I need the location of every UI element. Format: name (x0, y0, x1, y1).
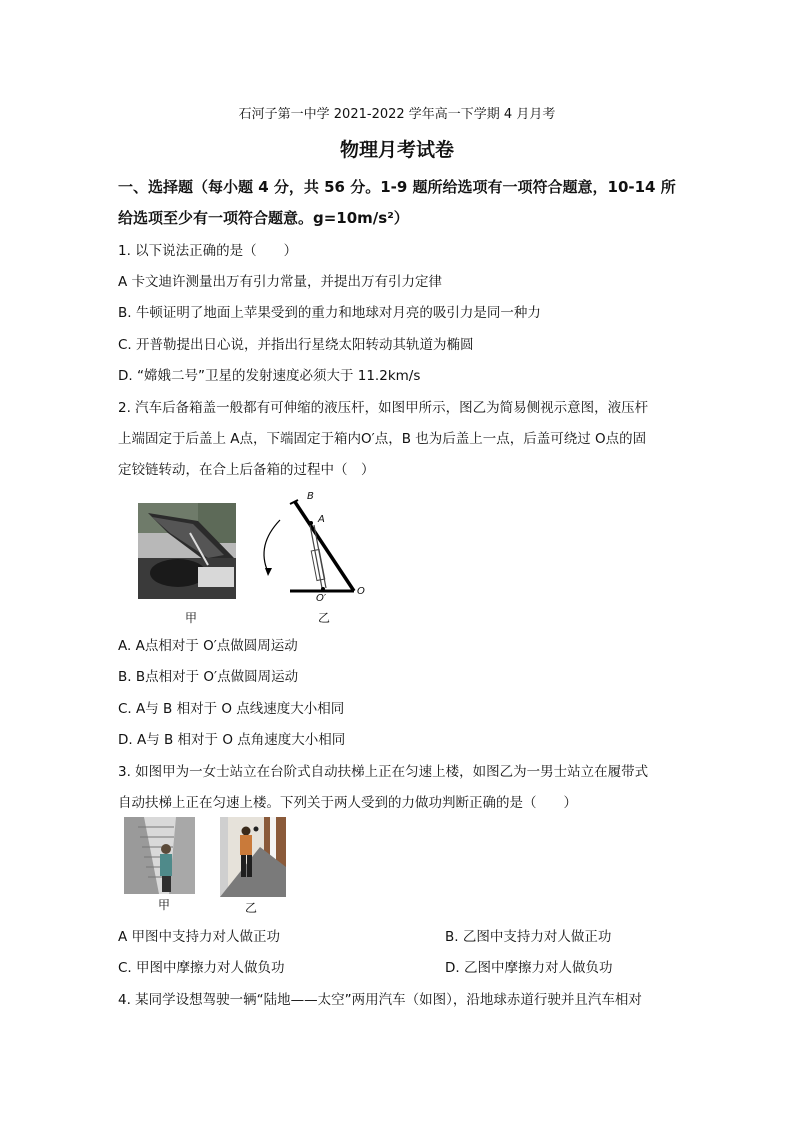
q1-stem: 1. 以下说法正确的是（ ） (118, 243, 298, 259)
q2-fig-label-yi: 乙 (318, 611, 331, 625)
q3-option-b: B. 乙图中支持力对人做正功 (445, 929, 612, 945)
q3-fig-label-jia: 甲 (158, 898, 171, 912)
q2-option-b: B. B点相对于 O′点做圆周运动 (118, 669, 299, 685)
car-trunk-photo (138, 503, 236, 599)
q2-stem-line2: 上端固定于后盖上 A点，下端固定于箱内O′点，B 也为后盖上一点，后盖可绕过 O点的固 (118, 431, 647, 447)
section-heading-line2: 给选项至少有一项符合题意。g=10m/s²） (118, 209, 409, 227)
q1-option-a: A 卡文迪许测量出万有引力常量，并提出万有引力定律 (118, 274, 443, 290)
school-line: 石河子第一中学 2021-2022 学年高一下学期 4 月月考 (238, 107, 556, 122)
escalator-woman-photo (124, 817, 195, 894)
q2-stem-line1: 2. 汽车后备箱盖一般都有可伸缩的液压杆，如图甲所示，图乙为简易侧视示意图，液压杆 (118, 400, 649, 416)
q3-option-a: A 甲图中支持力对人做正功 (118, 929, 281, 945)
q2-option-a: A. A点相对于 O′点做圆周运动 (118, 638, 298, 654)
q3-stem-line1: 3. 如图甲为一女士站立在台阶式自动扶梯上正在匀速上楼，如图乙为一男士站立在履带式 (118, 764, 649, 780)
label-A: A (318, 514, 325, 525)
q2-option-c: C. A与 B 相对于 O 点线速度大小相同 (118, 701, 345, 717)
q2-fig-label-jia: 甲 (185, 611, 198, 625)
page-title: 物理月考试卷 (339, 139, 454, 161)
travelator-man-photo (220, 817, 286, 897)
label-B: B (307, 491, 314, 502)
label-O: O (357, 586, 365, 597)
q2-option-d: D. A与 B 相对于 O 点角速度大小相同 (118, 732, 346, 748)
q1-option-c: C. 开普勒提出日心说，并指出行星绕太阳转动其轨道为椭圆 (118, 337, 474, 353)
q3-fig-label-yi: 乙 (245, 901, 258, 915)
section-heading-line1: 一、选择题（每小题 4 分，共 56 分。1-9 题所给选项有一项符合题意，10-14 所 (118, 178, 676, 196)
q2-stem-line3: 定铰链转动，在合上后备箱的过程中（ ） (118, 462, 375, 478)
q3-option-c: C. 甲图中摩擦力对人做负功 (118, 960, 285, 976)
q3-stem-line2: 自动扶梯上正在匀速上楼。下列关于两人受到的力做功判断正确的是（ ） (118, 795, 577, 811)
trunk-lid-diagram (250, 490, 370, 600)
q1-option-d: D. “嫦娥二号”卫星的发射速度必须大于 11.2km/s (118, 368, 421, 384)
label-O-prime: O′ (316, 593, 327, 604)
q1-option-b: B. 牛顿证明了地面上苹果受到的重力和地球对月亮的吸引力是同一种力 (118, 305, 541, 321)
q4-stem: 4. 某同学设想驾驶一辆“陆地——太空”两用汽车（如图），沿地球赤道行驶并且汽车相对 (118, 992, 642, 1008)
q3-option-d: D. 乙图中摩擦力对人做负功 (445, 960, 613, 976)
